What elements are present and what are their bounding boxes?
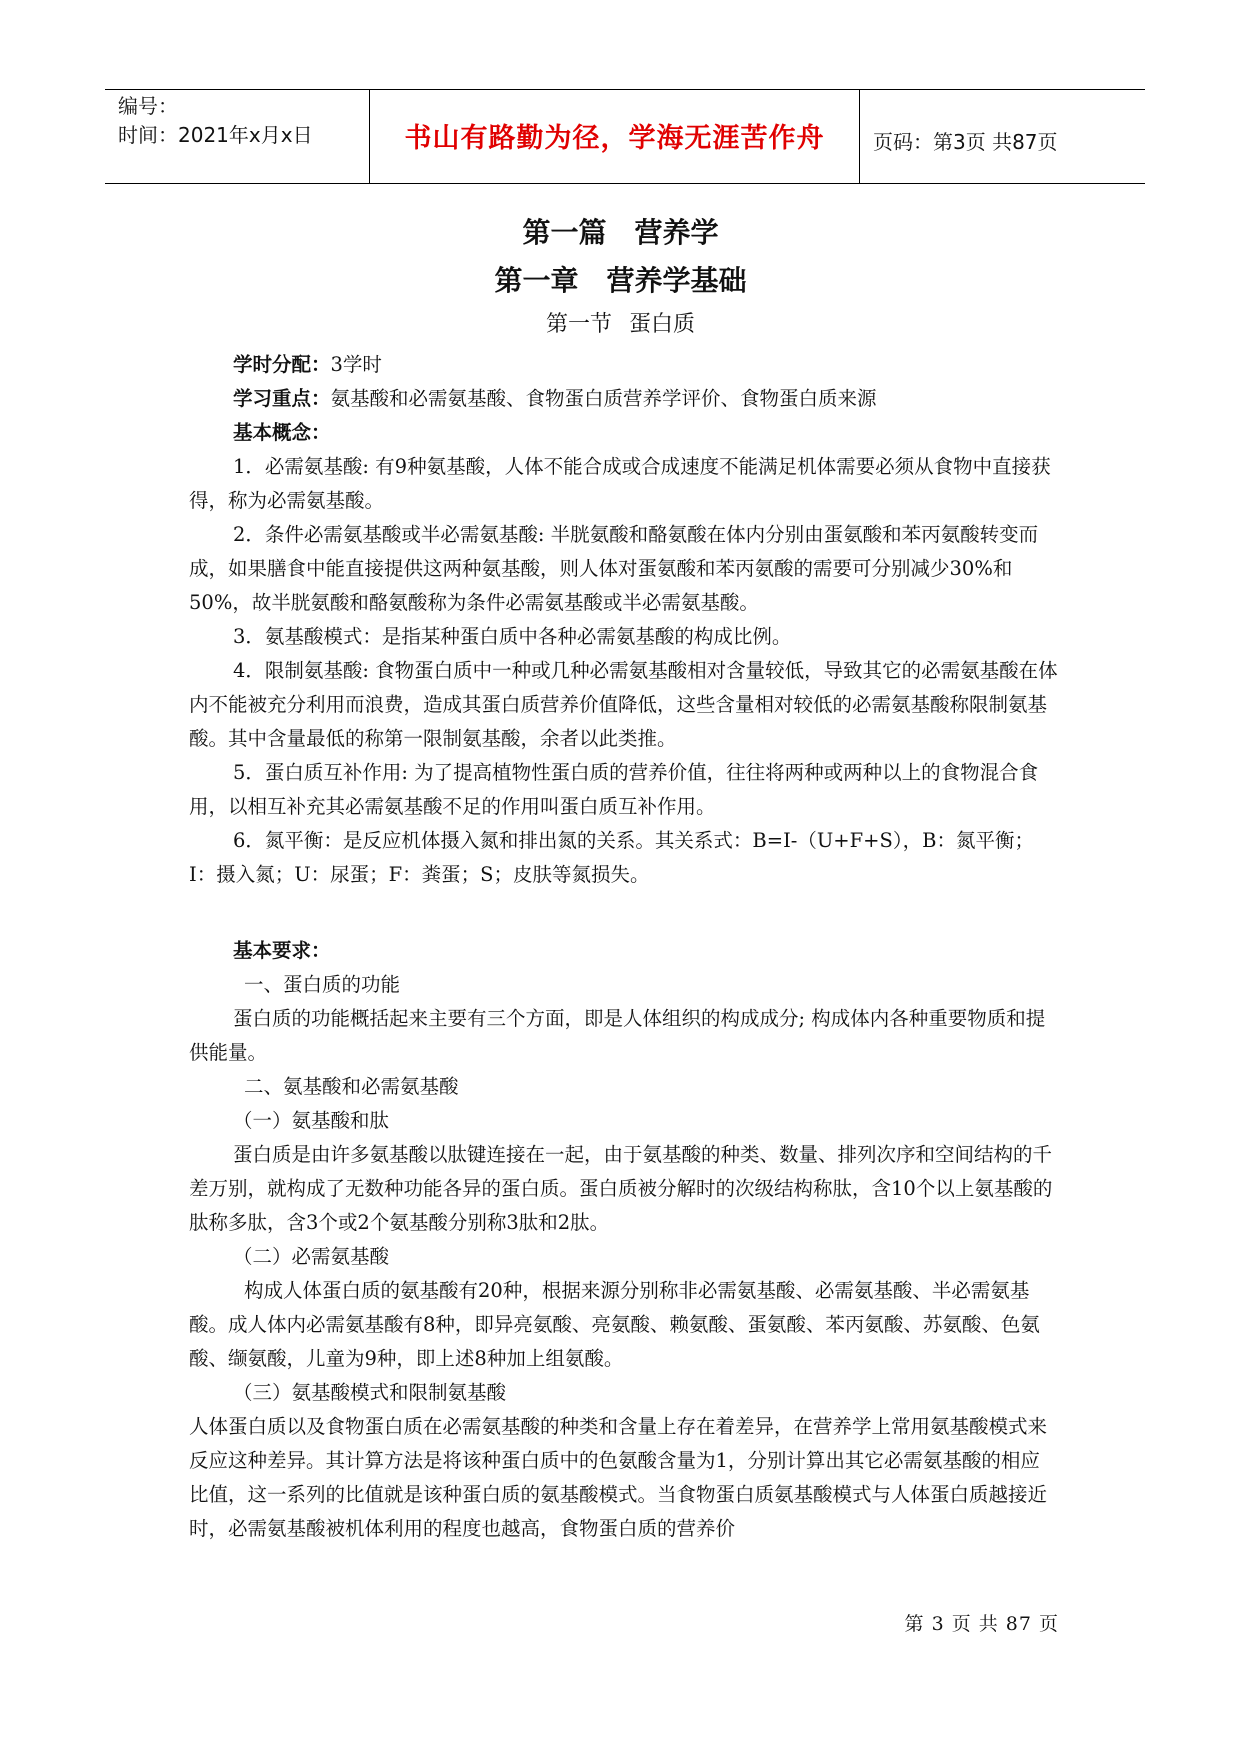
- paragraph: 蛋白质是由许多氨基酸以肽键连接在一起，由于氨基酸的种类、数量、排列次序和空间结构的千差万别，就构成了无数种功能各异的蛋白质。蛋白质被分解时的次级结构称肽，含10个以上氨基酸的肽称多肽，含3个或2个氨基酸分别称3肽和2肽。: [189, 1143, 1053, 1234]
- focus-line: [189, 382, 1059, 416]
- concepts-heading: 基本概念：: [233, 421, 331, 444]
- header-page-code: 页码：第3页 共87页: [873, 130, 1058, 154]
- hours-line: [189, 348, 1059, 382]
- concept-item: 3．氨基酸模式：是指某种蛋白质中各种必需氨基酸的构成比例。: [233, 625, 792, 648]
- focus-label: 学习重点：: [233, 387, 331, 410]
- subheading: （一）氨基酸和肽: [233, 1109, 390, 1132]
- document-time: 时间：2021年x月x日: [118, 123, 313, 147]
- subheading: 二、氨基酸和必需氨基酸: [244, 1075, 459, 1098]
- subheading: 一、蛋白质的功能: [244, 973, 401, 996]
- spacer: [189, 892, 1059, 934]
- hours-label: 学时分配：: [233, 353, 331, 376]
- concept-item: 6．氮平衡：是反应机体摄入氮和排出氮的关系。其关系式：B=I-（U+F+S），B：氮平衡；I：摄入氮；U：尿蛋；F：粪蛋；S；皮肤等氮损失。: [189, 829, 1034, 886]
- concept-item: 1．必需氨基酸: 有9种氨基酸，人体不能合成或合成速度不能满足机体需要必须从食物中直接获得，称为必需氨基酸。: [189, 455, 1051, 512]
- header-top-rule: [105, 89, 1145, 90]
- chapter-title: 第一章 营养学基础: [494, 264, 747, 297]
- page-footer: 第 3 页 共 87 页: [904, 1613, 1059, 1635]
- concept-item: 5．蛋白质互补作用: 为了提高植物性蛋白质的营养价值，往往将两种或两种以上的食物混合食用，以相互补充其必需氨基酸不足的作用叫蛋白质互补作用。: [189, 761, 1039, 818]
- paragraph: 构成人体蛋白质的氨基酸有20种，根据来源分别称非必需氨基酸、必需氨基酸、半必需氨基酸。成人体内必需氨基酸有8种，即异亮氨酸、亮氨酸、赖氨酸、蛋氨酸、苯丙氨酸、苏氨酸、色氨酸、缬氨酸，儿童为9种，即上述8种加上组氨酸。: [189, 1279, 1040, 1370]
- hours-value: 3学时: [330, 353, 382, 376]
- requirements-heading: 基本要求：: [233, 939, 331, 962]
- paragraph: 人体蛋白质以及食物蛋白质在必需氨基酸的种类和含量上存在着差异，在营养学上常用氨基酸模式来反应这种差异。其计算方法是将该种蛋白质中的色氨酸含量为1，分别计算出其它必需氨基酸的相应比值，这一系列的比值就是该种蛋白质的氨基酸模式。当食物蛋白质氨基酸模式与人体蛋白质越接近时，必需氨基酸被机体利用的程度也越高，食物蛋白质的营养价: [189, 1415, 1048, 1540]
- header-meta: [118, 92, 313, 150]
- focus-value: 氨基酸和必需氨基酸、食物蛋白质营养学评价、食物蛋白质来源: [330, 387, 877, 410]
- subheading: （三）氨基酸模式和限制氨基酸: [233, 1381, 507, 1404]
- paragraph: 蛋白质的功能概括起来主要有三个方面，即是人体组织的构成成分; 构成体内各种重要物质和提供能量。: [189, 1007, 1046, 1064]
- header-bottom-rule: [105, 183, 1145, 184]
- concept-item: 4．限制氨基酸: 食物蛋白质中一种或几种必需氨基酸相对含量较低，导致其它的必需氨基酸在体内不能被充分利用而浪费，造成其蛋白质营养价值降低，这些含量相对较低的必需氨基酸称限制氨基酸。其中含量最低的称第一限制氨基酸，余者以此类推。: [189, 659, 1058, 750]
- subheading: （二）必需氨基酸: [233, 1245, 390, 1268]
- header-motto: 书山有路勤为径，学海无涯苦作舟: [404, 123, 825, 154]
- concept-item: 2．条件必需氨基酸或半必需氨基酸: 半胱氨酸和酪氨酸在体内分别由蛋氨酸和苯丙氨酸转变而成，如果膳食中能直接提供这两种氨基酸，则人体对蛋氨酸和苯丙氨酸的需要可分别减少30%和50%，故半胱氨酸和酪氨酸称为条件必需氨基酸或半必需氨基酸。: [189, 523, 1039, 614]
- document-body: [189, 348, 1059, 1546]
- part-title: 第一篇 营养学: [522, 216, 719, 249]
- section-title: 第一节 蛋白质: [546, 312, 695, 337]
- document-number-label: 编号：: [118, 94, 178, 118]
- header-divider-right: [859, 89, 860, 184]
